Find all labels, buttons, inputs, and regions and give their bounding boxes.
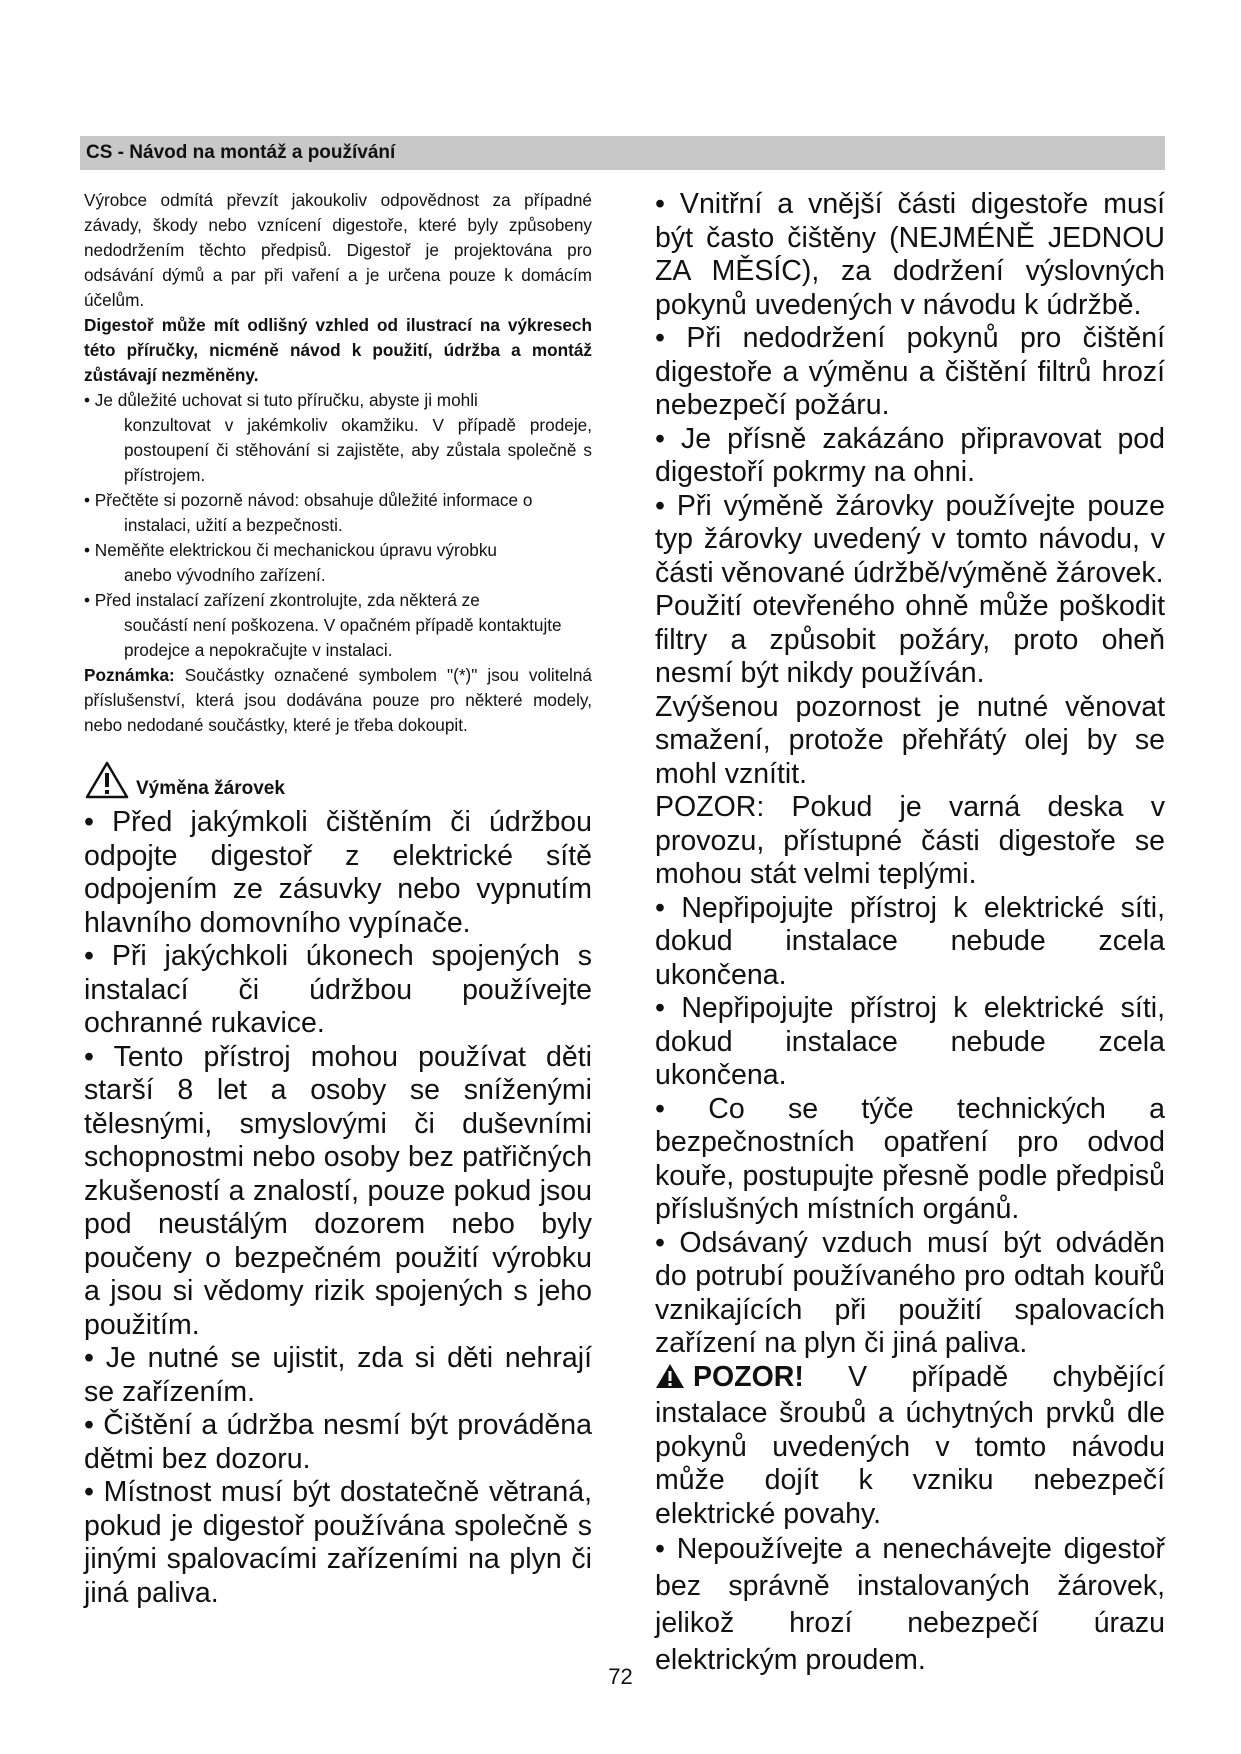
page-title: CS - Návod na montáž a používání: [86, 142, 396, 163]
large-paragraph: • Při nedodržení pokynů pro čištění digestoře a výměnu a čištění filtrů hrozí nebezpečí požáru.: [655, 322, 1165, 421]
list-item-first-line: • Přečtěte si pozorně návod: obsahuje důležité informace o: [84, 490, 533, 510]
list-item-rest: konzultovat v jakémkoliv okamžiku. V případě prodeje, postoupení či stěhování si zajistěte, aby zůstala společně s přístrojem.: [124, 415, 592, 485]
list-item-rest: anebo vývodního zařízení.: [124, 565, 326, 585]
large-paragraph: • Nepoužívejte a nenechávejte digestoř bez správně instalovaných žárovek, jelikož hrozí nebezpečí úrazu elektrickým proudem.: [655, 1533, 1165, 1676]
large-paragraph: • Nepřipojujte přístroj k elektrické síti, dokud instalace nebude zcela ukončena.: [655, 992, 1165, 1091]
large-paragraph: • Čištění a údržba nesmí být prováděna dětmi bez dozoru.: [84, 1409, 592, 1475]
page-number: 72: [608, 1664, 633, 1689]
section-title: Výměna žárovek: [136, 778, 285, 799]
large-paragraph: • Je přísně zakázáno připravovat pod digestoří pokrmy na ohni.: [655, 422, 1165, 488]
large-paragraph: Použití otevřeného ohně může poškodit filtry a způsobit požáry, proto oheň nesmí být nikdy používán.: [655, 590, 1165, 689]
section-header-bar: [80, 136, 1165, 170]
large-paragraph: • Odsávaný vzduch musí být odváděn do potrubí používaného pro odtah kouřů vznikajících při použití spalovacích zařízení na plyn či jiná paliva.: [655, 1226, 1165, 1359]
warning-filled-icon: [655, 1363, 685, 1398]
pozor-label: POZOR!: [693, 1360, 804, 1393]
note-paragraph: [84, 663, 592, 738]
list-item-first-line: • Před instalací zařízení zkontrolujte, zda některá ze: [84, 590, 480, 610]
bold-note: Digestoř může mít odlišný vzhled od ilustrací na výkresech této příručky, nicméně návod k použití, údržba a montáž zůstávají nezměněny.: [84, 315, 592, 385]
list-item-rest: instalaci, užití a bezpečnosti.: [124, 515, 343, 535]
section-heading: [84, 760, 592, 804]
right-column: [655, 188, 1165, 1679]
large-paragraph: • Při jakýchkoli úkonech spojených s instalací či údržbou používejte ochranné rukavice.: [84, 940, 592, 1039]
list-item-first-line: • Neměňte elektrickou či mechanickou úpravu výrobku: [84, 540, 497, 560]
large-paragraph: • Tento přístroj mohou používat děti starší 8 let a osoby se sníženými tělesnými, smyslovými či duševními schopnostmi nebo osoby bez patřičných zkušeností a znalostí, pouze pokud jsou pod neustálým dozorem nebo byly poučeny o bezpečném použití výrobku a jsou si vědomy rizik spojených s jeho použitím.: [84, 1040, 592, 1341]
note-text: Součástky označené symbolem "(*)" jsou volitelná příslušenství, která jsou dodávána pouze pro některé modely, nebo nedodané součástky, které je třeba dokoupit.: [84, 665, 592, 735]
large-paragraph: • Při výměně žárovky používejte pouze typ žárovky uvedený v tomto návodu, v části věnované údržbě/výměně žárovek.: [655, 489, 1165, 589]
note-label: Poznámka:: [84, 665, 175, 685]
large-paragraph: • Je nutné se ujistit, zda si děti nehrají se zařízením.: [84, 1342, 592, 1408]
large-paragraph: Zvýšenou pozornost je nutné věnovat smažení, protože přehřátý olej by se mohl vznítit.: [655, 690, 1165, 790]
pozor-text: V případě chybějící instalace šroubů a úchytných prvků dle pokynů uvedených v tomto návodu může dojít k vzniku nebezpečí elektrické povahy.: [655, 1360, 1165, 1530]
warning-outline-icon: [84, 760, 130, 805]
large-paragraph: • Vnitřní a vnější části digestoře musí být často čištěny (NEJMÉNĚ JEDNOU ZA MĚSÍC), za dodržení výslovných pokynů uvedených v návodu k údržbě.: [655, 188, 1165, 321]
list-item: [84, 388, 592, 488]
large-paragraph: • Místnost musí být dostatečně větraná, pokud je digestoř používána společně s jinými spalovacími zařízeními na plyn či jiná paliva.: [84, 1476, 592, 1609]
list-item: [84, 588, 592, 663]
list-item-first-line: • Je důležité uchovat si tuto příručku, abyste ji mohli: [84, 390, 478, 410]
large-paragraph: POZOR: Pokud je varná deska v provozu, přístupné části digestoře se mohou stát velmi teplými.: [655, 791, 1165, 890]
left-column: [84, 188, 592, 1610]
list-item: [84, 538, 592, 588]
pozor-warning-paragraph: [655, 1361, 1165, 1532]
list-item: [84, 488, 592, 538]
intro-paragraph: Výrobce odmítá převzít jakoukoliv odpovědnost za případné závady, škody nebo vznícení digestoře, které byly způsobeny nedodržením těchto předpisů. Digestoř je projektována pro odsávání dýmů a par při vaření a je určena pouze k domácím účelům.: [84, 190, 592, 310]
large-paragraph: • Před jakýmkoli čištěním či údržbou odpojte digestoř z elektrické sítě odpojením ze zásuvky nebo vypnutím hlavního domovního vypínače.: [84, 806, 592, 939]
list-item-rest: součástí není poškozena. V opačném případě kontaktujte prodejce a nepokračujte v instalaci.: [124, 615, 562, 660]
large-paragraph: • Co se týče technických a bezpečnostních opatření pro odvod kouře, postupujte přesně podle předpisů příslušných místních orgánů.: [655, 1092, 1165, 1225]
large-paragraph: • Nepřipojujte přístroj k elektrické síti, dokud instalace nebude zcela ukončena.: [655, 891, 1165, 991]
